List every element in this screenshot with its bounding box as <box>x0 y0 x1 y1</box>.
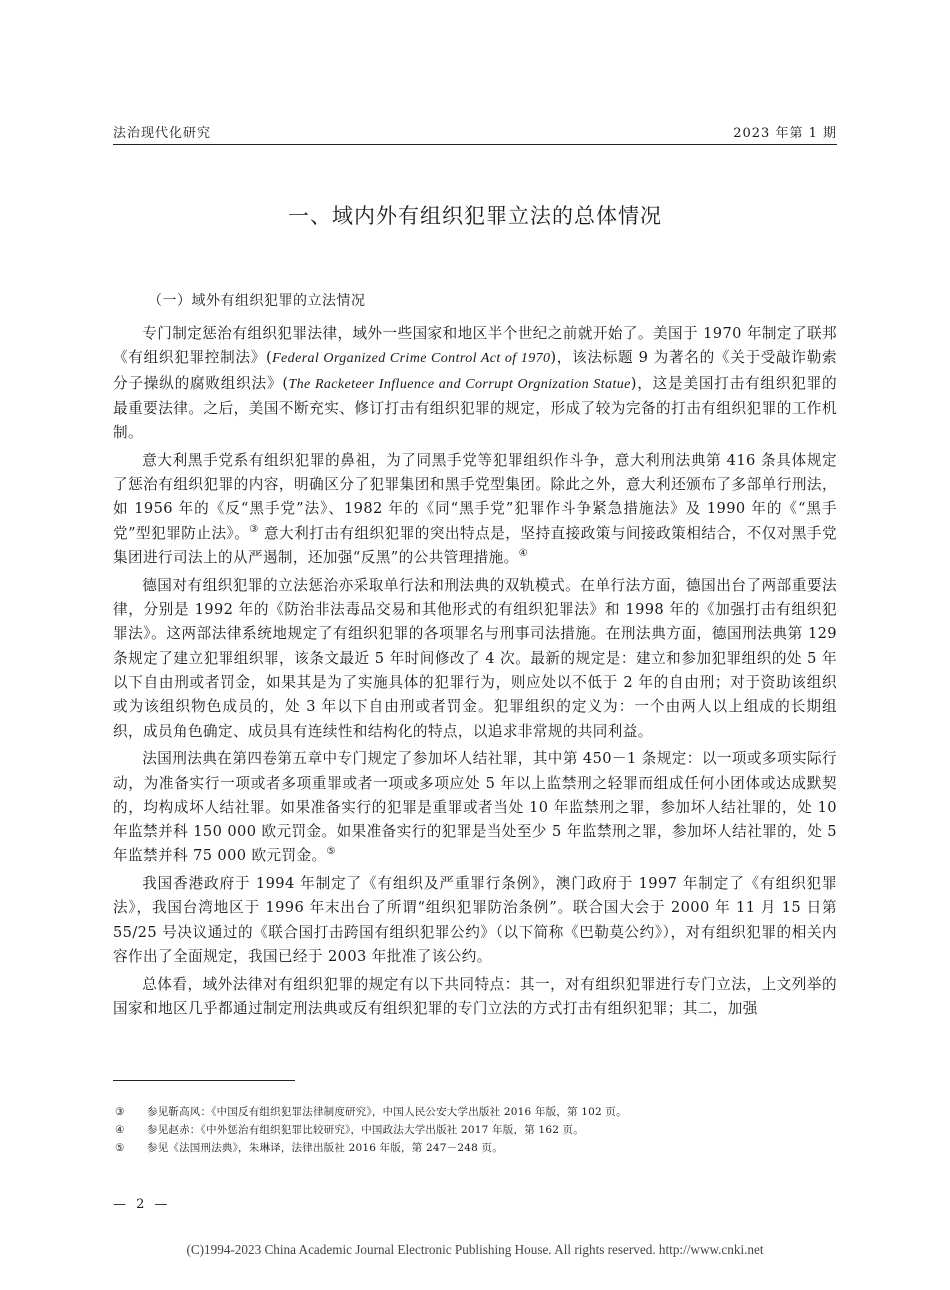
journal-name: 法治现代化研究 <box>113 126 212 141</box>
running-head <box>113 120 837 145</box>
copyright-notice: (C)1994-2023 China Academic Journal Electronic Publishing House. All rights reserved. http://www.cnki.net <box>186 1242 764 1257</box>
footnote-mark: ④ <box>115 1124 125 1136</box>
footnote-ref[interactable]: ③ <box>249 523 259 535</box>
footnote <box>113 1121 837 1139</box>
footnote-ref[interactable]: ④ <box>518 548 528 560</box>
footnote <box>113 1103 837 1121</box>
footnote-mark: ③ <box>115 1106 125 1118</box>
section-title: 一、域内外有组织犯罪立法的总体情况 <box>288 204 662 228</box>
footnote-text: 参见《法国刑法典》，朱琳译，法律出版社 2016 年版，第 247－248 页。 <box>147 1142 503 1154</box>
footnote-text: 参见靳高风：《中国反有组织犯罪法律制度研究》，中国人民公安大学出版社 2016 年版，第 102 页。 <box>147 1106 627 1118</box>
issue-number: 2023 年第 1 期 <box>733 126 837 141</box>
paragraph-germany: 德国对有组织犯罪的立法惩治亦采取单行法和刑法典的双轨模式。在单行法方面，德国出台了两部重要法律，分别是 1992 年的《防治非法毒品交易和其他形式的有组织犯罪法》和 1998 年的《加强打击有组织犯罪法》。这两部法律系统地规定了有组织犯罪的各项罪名与刑事司法措施。在刑法典方面，德国刑法典第 129 条规定了建立犯罪组织罪，该条文最近 5 年时间修改了 4 次。最新的规定是：建立和参加犯罪组织的处 5 年以下自由刑或者罚金，如果其是为了实施具体的犯罪行为，则应处以不低于 2 年的自由刑；对于资助该组织或为该组织物色成员的，处 3 年以下自由刑或者罚金。犯罪组织的定义为：一个由两人以上组成的长期组织，成员角色确定、成员具有连续性和结构化的特点，以追求非常规的共同利益。 <box>113 576 837 740</box>
body-text <box>113 322 837 1025</box>
english-title: Federal Organized Crime Control Act of 1970 <box>272 351 551 367</box>
footnotes <box>113 1103 837 1157</box>
paragraph-italy: 意大利黑手党系有组织犯罪的鼻祖，为了同黑手党等犯罪组织作斗争，意大利刑法典第 416 条具体规定了惩治有组织犯罪的内容，明确区分了犯罪集团和黑手党型集团。除此之外，意大利还颁布了多部单行刑法，如 1956 年的《反“黑手党”法》、1982 年的《同“黑手党”犯罪作斗争紧急措施法》及 1990 年的《“黑手党”型犯罪防止法》。③ 意大利打击有组织犯罪的突出特点是，坚持直接政策与间接政策相结合，不仅对黑手党集团进行司法上的从严遏制，还加强“反黑”的公共管理措施。④ <box>113 451 837 567</box>
footnote-mark: ⑤ <box>115 1142 125 1154</box>
footnote-ref[interactable]: ⑤ <box>326 846 336 858</box>
footnote <box>113 1139 837 1157</box>
english-title: The Racketeer Influence and Corrupt Orgnization Statue <box>288 376 631 392</box>
paragraph-summary: 总体看，域外法律对有组织犯罪的规定有以下共同特点：其一，对有组织犯罪进行专门立法，上文列举的国家和地区几乎都通过制定刑法典或反有组织犯罪的专门立法的方式打击有组织犯罪；其二，加强 <box>113 975 837 1017</box>
footnote-divider <box>113 1080 295 1081</box>
page-number: — 2 — <box>113 1197 171 1212</box>
paragraph-china-regions: 我国香港政府于 1994 年制定了《有组织及严重罪行条例》，澳门政府于 1997 年制定了《有组织犯罪法》，我国台湾地区于 1996 年末出台了所谓“组织犯罪防治条例”。联合国大会于 2000 年 11 月 15 日第 55/25 号决议通过的《联合国打击跨国有组织犯罪公约》（以下简称《巴勒莫公约》），对有组织犯罪的相关内容作出了全面规定，我国已经于 2003 年批准了该公约。 <box>113 875 837 965</box>
paragraph-france: 法国刑法典在第四卷第五章中专门规定了参加坏人结社罪，其中第 450－1 条规定：以一项或多项实际行动，为准备实行一项或者多项重罪或者一项或多项应处 5 年以上监禁刑之轻罪而组成任何小团体或达成默契的，均构成坏人结社罪。如果准备实行的犯罪是重罪或者当处 10 年监禁刑之罪，参加坏人结社罪的，处 10 年监禁并科 150 000 欧元罚金。如果准备实行的犯罪是当处至少 5 年监禁刑之罪，参加坏人结社罪的，处 5 年监禁并科 75 000 欧元罚金。⑤ <box>113 750 837 865</box>
paragraph-usa: 专门制定惩治有组织犯罪法律，域外一些国家和地区半个世纪之前就开始了。美国于 1970 年制定了联邦《有组织犯罪控制法》(Federal Organized Crime Control Act of 1970)，该法标题 9 为著名的《关于受敲诈勒索分子操纵的腐败组织法》(The Racketeer Influence and Corrupt Orgnization Statue)，这是美国打击有组织犯罪的最重要法律。之后，美国不断充实、修订打击有组织犯罪的规定，形成了较为完备的打击有组织犯罪的工作机制。 <box>113 325 837 442</box>
subsection-title: （一）域外有组织犯罪的立法情况 <box>148 293 366 309</box>
footnote-text: 参见赵赤：《中外惩治有组织犯罪比较研究》，中国政法大学出版社 2017 年版，第 162 页。 <box>147 1124 585 1136</box>
